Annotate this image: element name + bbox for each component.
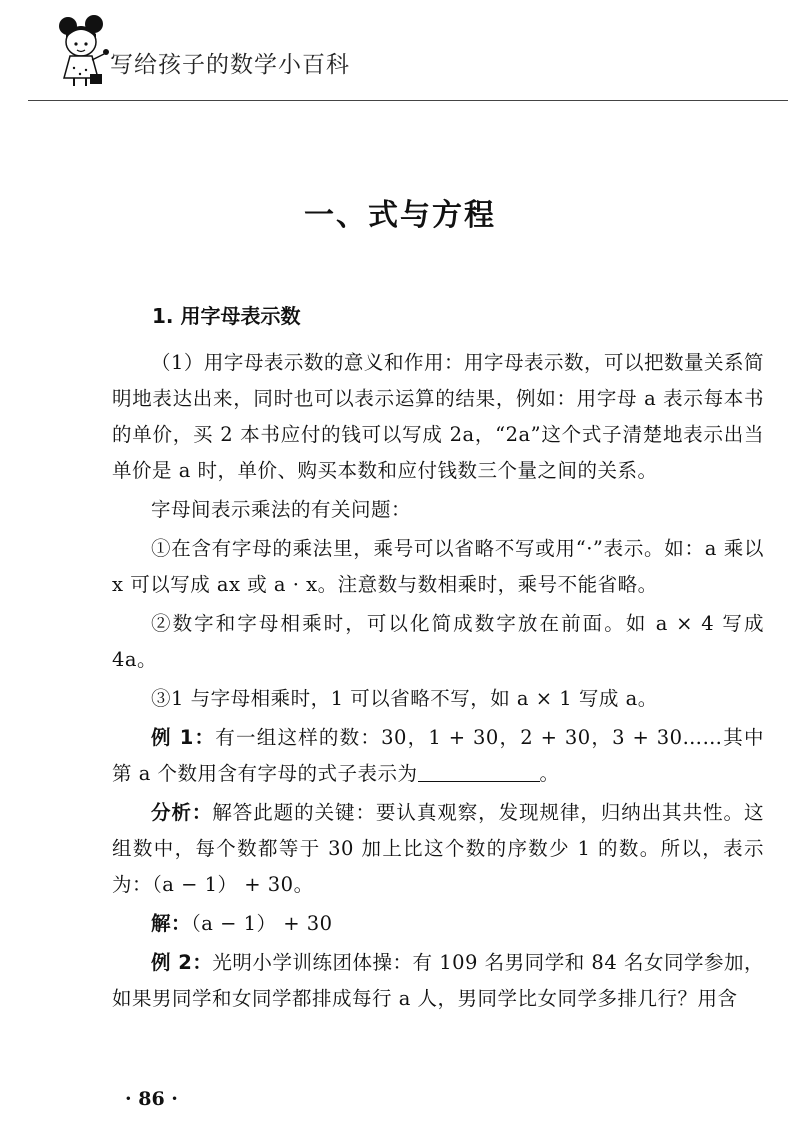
paragraph-rule-2: ②数字和字母相乘时，可以化简成数字放在前面。如 a × 4 写成 4a。 (112, 612, 764, 671)
paragraph-intro: （1）用字母表示数的意义和作用：用字母表示数，可以把数量关系简明地表达出来，同时也可以表示运算的结果，例如：用字母 a 表示每本书的单价，买 2 本书应付的钱可以写成 2a，“2a”这个式子清楚地表示出当单价是 a 时，单价、购买本数和应付钱数三个量之间的关系。 (112, 351, 764, 482)
example-2-text: 光明小学训练团体操：有 109 名男同学和 84 名女同学参加，如果男同学和女同学都排成每行 a 人，男同学比女同学多排几行？用含 (112, 951, 765, 1010)
analysis-text: 解答此题的关键：要认真观察，发现规律，归纳出其共性。这组数中，每个数都等于 30 加上比这个数的序数少 1 的数。所以，表示为：（a − 1） + 30。 (112, 801, 764, 896)
section-heading: 1. 用字母表示数 (152, 304, 301, 328)
analysis-label: 分析： (151, 801, 213, 824)
header-divider (28, 100, 788, 101)
paragraph-multiplication-heading: 字母间表示乘法的有关问题： (151, 498, 412, 521)
page-number: · 86 · (125, 1088, 178, 1110)
solution (112, 906, 764, 942)
example-1-label: 例 1： (151, 726, 216, 749)
analysis (112, 795, 764, 903)
example-1-text: 有一组这样的数：30，1 + 30，2 + 30，3 + 30……其中第 a 个数用含有字母的式子表示为 (112, 726, 764, 785)
example-2-label: 例 2： (151, 951, 213, 974)
paragraph-rule-1: ①在含有字母的乘法里，乘号可以省略不写或用“·”表示。如：a 乘以 x 可以写成 ax 或 a · x。注意数与数相乘时，乘号不能省略。 (112, 537, 764, 596)
series-title: 写给孩子的数学小百科 (110, 52, 350, 78)
answer-blank (418, 761, 540, 782)
body-text (112, 345, 764, 1020)
page-header (18, 8, 778, 118)
solution-label: 解： (151, 912, 192, 935)
solution-text: （a − 1） + 30 (191, 912, 333, 935)
example-1 (112, 720, 764, 792)
example-2 (112, 945, 764, 1017)
example-1-end: 。 (539, 762, 560, 785)
chapter-title: 一、式与方程 (304, 198, 496, 233)
paragraph-rule-3: ③1 与字母相乘时，1 可以省略不写，如 a × 1 写成 a。 (151, 687, 658, 710)
